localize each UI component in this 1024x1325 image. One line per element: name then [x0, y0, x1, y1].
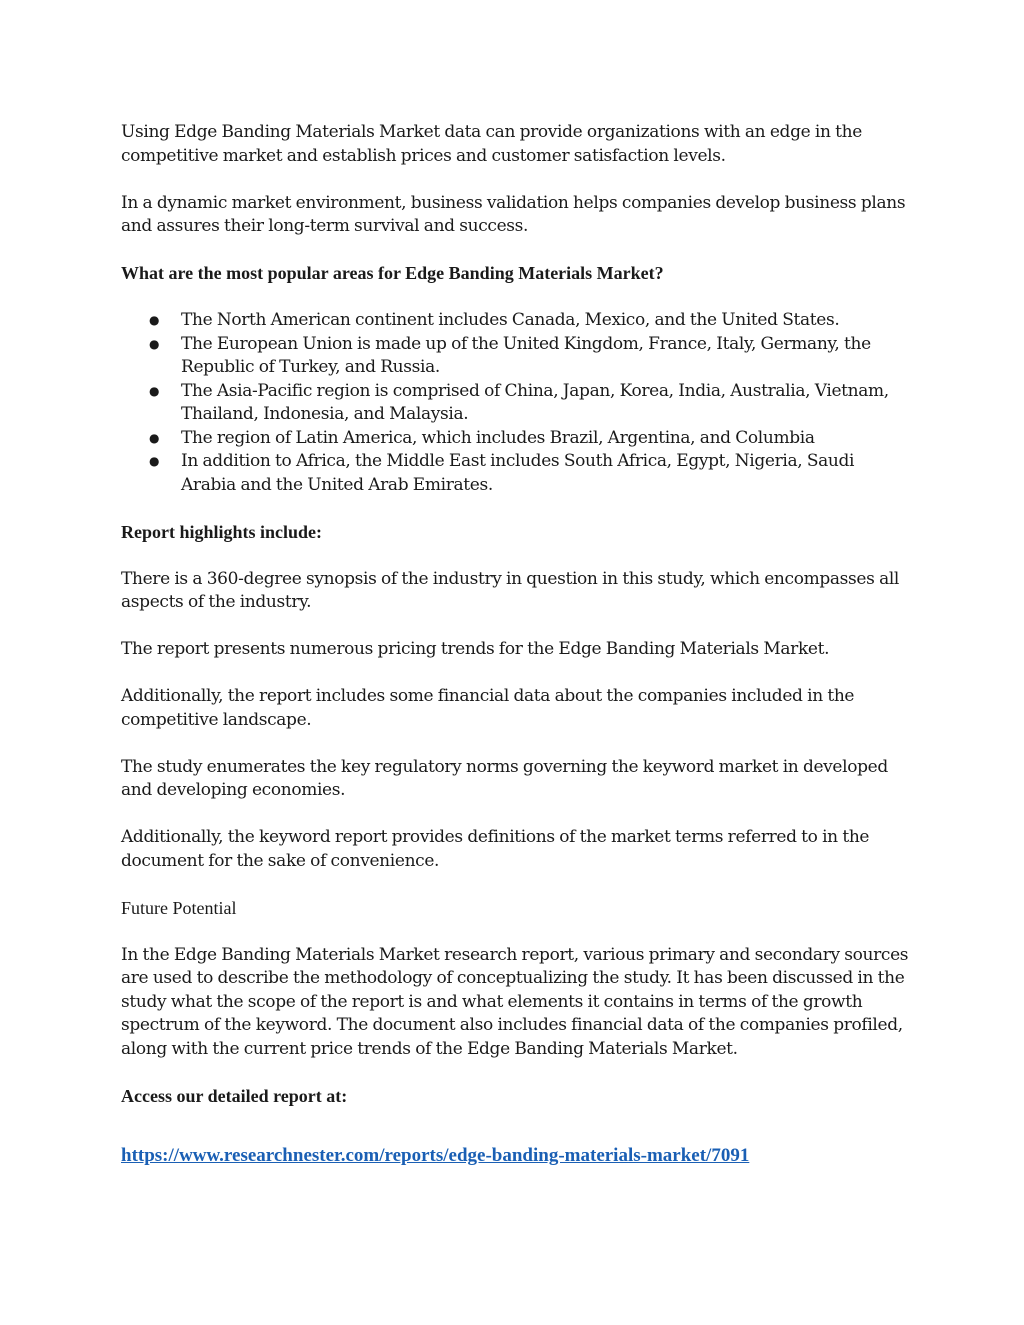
highlight-paragraph: The report presents numerous pricing trends for the Edge Banding Materials Market.	[121, 639, 830, 659]
future-paragraph: In the Edge Banding Materials Market research report, various primary and secondary sources are used to describe the methodology of conceptualizing the study. It has been discussed in the study what the scope of the report is and what elements it contains in terms of the growth spectrum of the keyword. The document also includes financial data of the companies profiled, along with the current price trends of the Edge Banding Materials Market.	[121, 944, 909, 1059]
intro-paragraph: Using Edge Banding Materials Market data can provide organizations with an edge in the competitive market and establish prices and customer satisfaction levels.	[121, 122, 862, 166]
highlight-paragraph: Additionally, the keyword report provides definitions of the market terms referred to in the document for the sake of convenience.	[121, 827, 870, 871]
report-link[interactable]: https://www.researchnester.com/reports/edge-banding-materials-market/7091	[121, 1144, 750, 1166]
highlight-paragraph: Additionally, the report includes some financial data about the companies included in the competitive landscape.	[121, 686, 855, 730]
future-heading: Future Potential	[121, 897, 237, 918]
validation-paragraph: In a dynamic market environment, business validation helps companies develop business plans and assures their long-term survival and success.	[121, 192, 906, 236]
highlight-paragraph: There is a 360-degree synopsis of the industry in question in this study, which encompasses all aspects of the industry.	[121, 568, 900, 612]
list-item: ● The European Union is made up of the United Kingdom, France, Italy, Germany, the Republic of Turkey, and Russia.	[181, 333, 911, 380]
list-item: ● The Asia-Pacific region is comprised of China, Japan, Korea, India, Australia, Vietnam, Thailand, Indonesia, and Malaysia.	[181, 380, 911, 427]
highlight-paragraph: The study enumerates the key regulatory norms governing the keyword market in developed and developing economies.	[121, 756, 888, 800]
regions-list	[121, 309, 911, 497]
list-item: ● The North American continent includes Canada, Mexico, and the United States.	[181, 309, 911, 333]
list-item: ● In addition to Africa, the Middle East includes South Africa, Egypt, Nigeria, Saudi Arabia and the United Arab Emirates.	[181, 450, 911, 497]
regions-heading: What are the most popular areas for Edge Banding Materials Market?	[121, 263, 664, 283]
list-item: ● The region of Latin America, which includes Brazil, Argentina, and Columbia	[181, 427, 911, 451]
spacer	[121, 1132, 911, 1144]
document-page	[121, 121, 911, 1168]
access-heading: Access our detailed report at:	[121, 1085, 348, 1106]
highlights-heading: Report highlights include:	[121, 521, 323, 542]
